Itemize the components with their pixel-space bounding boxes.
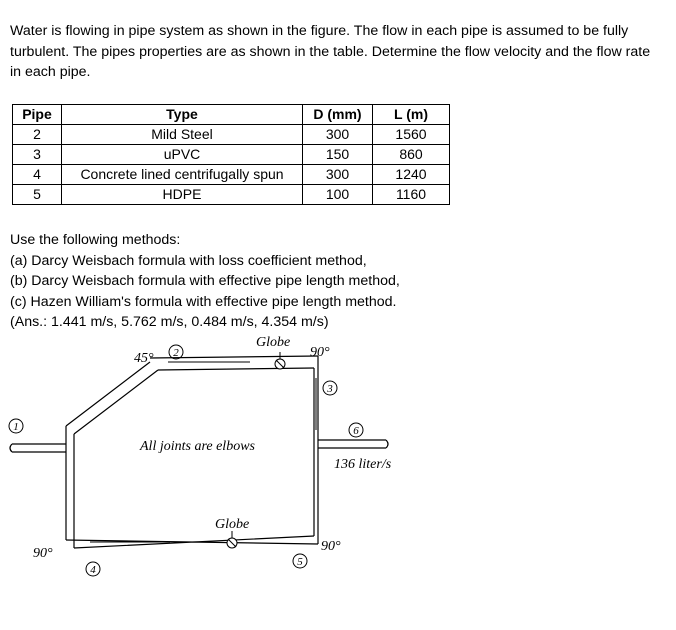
angle-90-top-label: 90° (310, 345, 330, 360)
cell-type: Mild Steel (62, 125, 303, 145)
cell-pipe: 4 (13, 165, 62, 185)
marker-1-label: 1 (13, 421, 19, 433)
header-diameter: D (mm) (303, 105, 373, 125)
marker-4-label: 4 (90, 564, 96, 576)
table-row (13, 125, 450, 145)
method-c: (c) Hazen William's formula with effective pipe length method. (10, 293, 397, 310)
angle-90-left-label: 90° (33, 546, 53, 561)
methods-section (10, 230, 510, 333)
cell-type: Concrete lined centrifugally spun (62, 165, 303, 185)
marker-6-label: 6 (353, 425, 359, 437)
pipe-diagonal (66, 362, 158, 434)
table-row (13, 145, 450, 165)
cell-diameter: 150 (303, 145, 373, 165)
angle-90-right-label: 90° (321, 539, 341, 554)
angle-45-label: 45° (134, 351, 154, 366)
method-a: (a) Darcy Weisbach formula with loss coefficient method, (10, 252, 367, 269)
globe-top-label: Globe (256, 335, 291, 350)
pipe-network-figure (0, 330, 676, 630)
cell-length: 1160 (373, 185, 450, 205)
cell-type: HDPE (62, 185, 303, 205)
header-length: L (m) (373, 105, 450, 125)
cell-length: 860 (373, 145, 450, 165)
method-b: (b) Darcy Weisbach formula with effective pipe length method, (10, 273, 400, 289)
cell-diameter: 300 (303, 165, 373, 185)
outflow-label: 136 liter/s (334, 457, 392, 472)
cell-pipe: 3 (13, 145, 62, 165)
cell-type: uPVC (62, 145, 303, 165)
globe-bottom-label: Globe (215, 517, 250, 532)
pipe-6-outlet (318, 440, 388, 448)
marker-2-label: 2 (173, 347, 179, 359)
pipe-properties-table (12, 104, 450, 205)
cell-diameter: 100 (303, 185, 373, 205)
globe-valve-bottom-icon (227, 531, 237, 548)
cell-length: 1240 (373, 165, 450, 185)
marker-5-label: 5 (297, 556, 303, 568)
cell-length: 1560 (373, 125, 450, 145)
problem-statement: Water is flowing in pipe system as shown in the figure. The flow in each pipe is assumed to be fully turbulent. The pipes properties are as shown in the table. Determine the flow velocity and the flow rate in each pipe. (10, 23, 651, 80)
header-pipe: Pipe (13, 105, 62, 125)
cell-diameter: 300 (303, 125, 373, 145)
cell-pipe: 2 (13, 125, 62, 145)
globe-valve-top-icon (275, 352, 285, 369)
joints-note: All joints are elbows (140, 439, 255, 454)
table-row (13, 185, 450, 205)
pipe-left-vertical (66, 426, 74, 548)
table-header-row (13, 105, 450, 125)
methods-intro: Use the following methods: (10, 232, 181, 248)
marker-3-label: 3 (327, 383, 333, 395)
header-type: Type (62, 105, 303, 125)
table-row (13, 165, 450, 185)
pipe-1-inlet (10, 444, 66, 452)
cell-pipe: 5 (13, 185, 62, 205)
answer-line: (Ans.: 1.441 m/s, 5.762 m/s, 0.484 m/s, 4.354 m/s) (10, 314, 329, 330)
